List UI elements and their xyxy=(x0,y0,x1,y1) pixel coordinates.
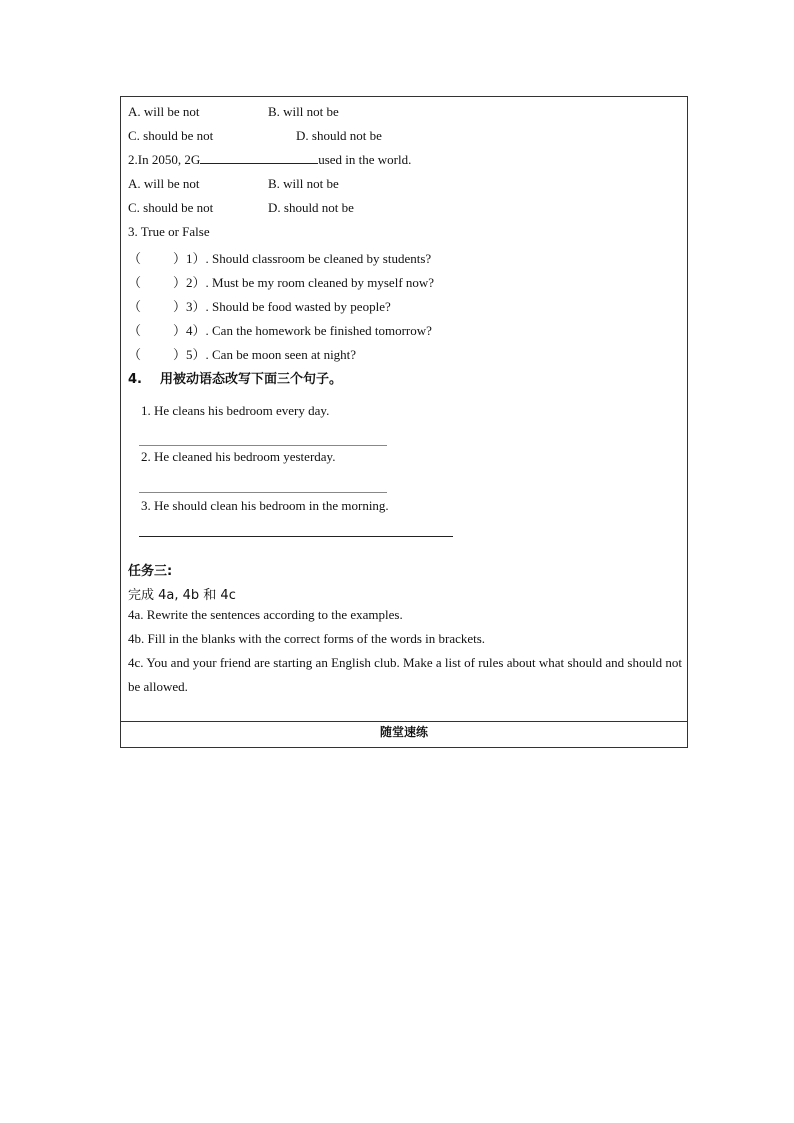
answer-line-1[interactable] xyxy=(139,445,387,446)
table-divider xyxy=(121,721,687,722)
q2-option-c: C. should be not xyxy=(128,200,214,215)
answer-line-2[interactable] xyxy=(139,492,387,493)
true-false-item xyxy=(128,272,434,291)
true-false-item xyxy=(128,344,356,363)
q2-option-b: B. will not be xyxy=(268,176,339,191)
answer-paren-open: （ xyxy=(128,348,142,363)
true-false-item xyxy=(128,296,391,315)
q1-option-d: D. should not be xyxy=(296,128,382,143)
q2-answer-blank[interactable] xyxy=(200,152,318,164)
answer-paren-open: （ xyxy=(128,300,142,315)
rewrite-sentence-3: 3. He should clean his bedroom in the morning. xyxy=(141,498,389,513)
answer-line-3[interactable] xyxy=(139,536,453,537)
true-false-item xyxy=(128,320,432,339)
item-text: ）3）. Should be food wasted by people? xyxy=(173,299,391,314)
item-text: ）2）. Must be my room cleaned by myself now? xyxy=(173,275,435,290)
q4-instruction: 用被动语态改写下面三个句子。 xyxy=(159,372,342,387)
q2-prefix: 2.In 2050, 2G xyxy=(128,152,201,167)
q2-option-a: A. will be not xyxy=(128,176,200,191)
q1-option-a: A. will be not xyxy=(128,104,200,119)
task3-subheading: 完成 4a, 4b 和 4c xyxy=(128,588,236,603)
worksheet-table xyxy=(120,96,688,748)
q2-question xyxy=(128,152,411,168)
q2-suffix: used in the world. xyxy=(318,152,412,167)
q4-number: 4. xyxy=(128,372,142,387)
task3-item-4c: 4c. You and your friend are starting an English club. Make a list of rules about what should and should not be allowed. xyxy=(128,655,682,694)
task3-item-4b: 4b. Fill in the blanks with the correct forms of the words in brackets. xyxy=(128,631,486,646)
rewrite-sentence-2: 2. He cleaned his bedroom yesterday. xyxy=(141,449,336,464)
answer-paren-open: （ xyxy=(128,252,142,267)
task3-item-4a: 4a. Rewrite the sentences according to the examples. xyxy=(128,607,403,622)
rewrite-sentence-1: 1. He cleans his bedroom every day. xyxy=(141,403,330,418)
practice-section-title: 随堂速练 xyxy=(379,725,428,739)
q3-title: 3. True or False xyxy=(128,224,210,239)
q1-option-c: C. should be not xyxy=(128,128,214,143)
q1-option-b: B. will not be xyxy=(268,104,339,119)
answer-paren-open: （ xyxy=(128,324,142,339)
q4-heading xyxy=(128,368,342,387)
true-false-item xyxy=(128,248,431,267)
item-text: ）4）. Can the homework be finished tomorrow? xyxy=(173,323,432,338)
item-text: ）5）. Can be moon seen at night? xyxy=(173,347,357,362)
q2-option-d: D. should not be xyxy=(268,200,354,215)
task3-heading: 任务三: xyxy=(128,564,173,579)
item-text: ）1）. Should classroom be cleaned by students? xyxy=(173,251,432,266)
answer-paren-open: （ xyxy=(128,276,142,291)
